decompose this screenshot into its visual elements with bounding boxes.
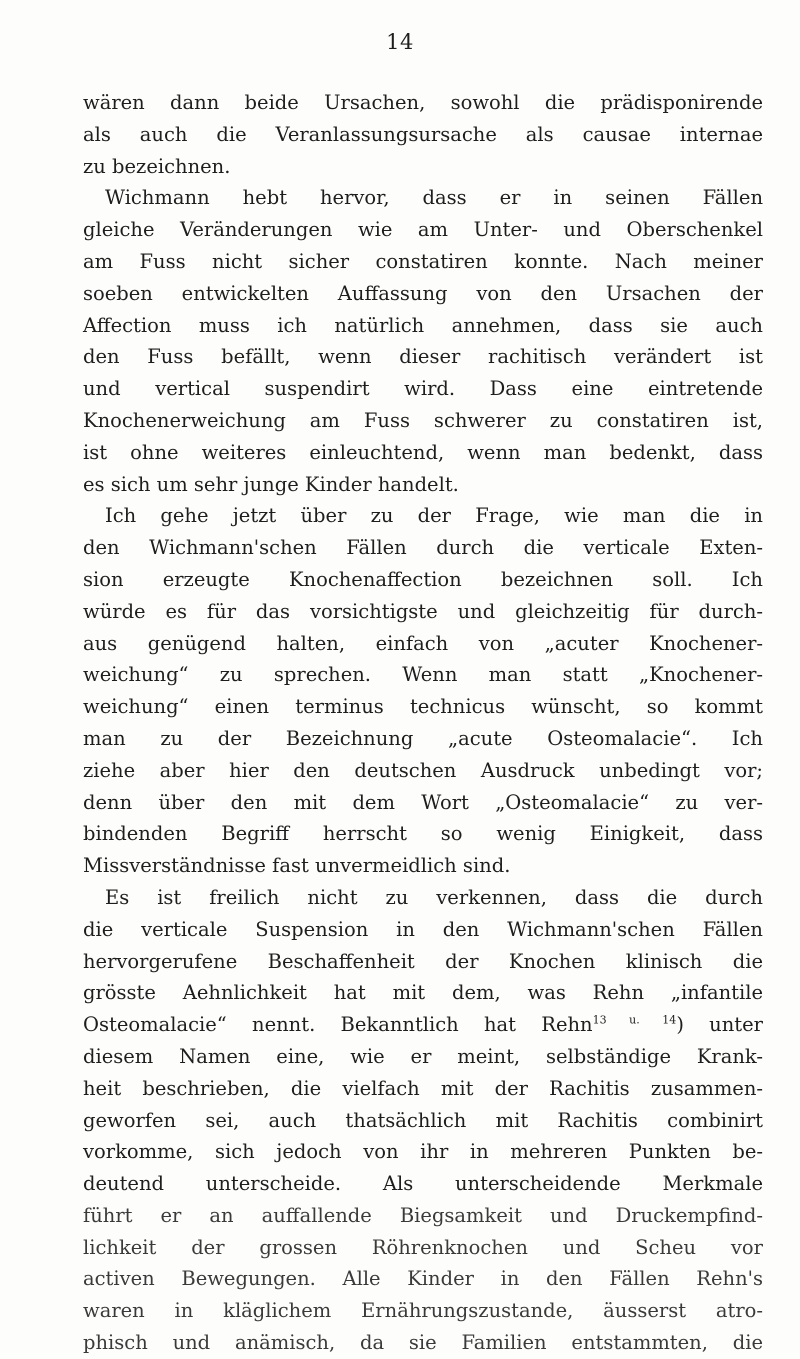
text-line: aus genügend halten, einfach von „acuter Knochener- <box>83 631 763 655</box>
text-line: deutend unterscheide. Als unterscheidende Merkmale <box>83 1172 763 1196</box>
text-line: wären dann beide Ursachen, sowohl die prädisponirende <box>83 91 763 114</box>
text-line: Affection muss ich natürlich annehmen, dass sie auch <box>83 313 763 337</box>
text-line: geworfen sei, auch thatsächlich mit Rachitis combinirt <box>83 1108 763 1132</box>
text-line: soeben entwickelten Auffassung von den Ursachen der <box>83 281 763 305</box>
text-line: als auch die Veranlassungsursache als causae internae <box>83 122 763 146</box>
text-line: denn über den mit dem Wort „Osteomalacie“ zu ver- <box>83 790 763 814</box>
body-text <box>83 87 763 1359</box>
text-line: lichkeit der grossen Röhrenknochen und Scheu vor <box>83 1235 763 1259</box>
text-line: und vertical suspendirt wird. Dass eine eintretende <box>83 377 763 401</box>
footnote-reference: 13 u. 14 <box>592 1013 677 1027</box>
text-line: grösste Aehnlichkeit hat mit dem, was Rehn „infantile <box>83 981 763 1005</box>
text-line: weichung“ einen terminus technicus wünscht, so kommt <box>83 695 763 719</box>
text-line: gleiche Veränderungen wie am Unter- und Oberschenkel <box>83 218 763 242</box>
text-line-with-footnote <box>83 1009 763 1041</box>
page-number: 14 <box>386 30 414 54</box>
text-line: würde es für das vorsichtigste und gleichzeitig für durch- <box>83 599 763 623</box>
text-line: Missverständnisse fast unvermeidlich sind. <box>83 854 511 878</box>
text-line: hervorgerufene Beschaffenheit der Knochen klinisch die <box>83 949 763 973</box>
text-line: den Fuss befällt, wenn dieser rachitisch verändert ist <box>83 345 763 369</box>
text-line: bindenden Begriff herrscht so wenig Einigkeit, dass <box>83 822 763 846</box>
text-line: es sich um sehr junge Kinder handelt. <box>83 472 459 496</box>
text-line: vorkomme, sich jedoch von ihr in mehreren Punkten be- <box>83 1140 763 1164</box>
text-line: waren in kläglichem Ernährungszustande, äusserst atro- <box>83 1299 763 1323</box>
text-line: ziehe aber hier den deutschen Ausdruck unbedingt vor; <box>83 758 763 782</box>
text-line: weichung“ zu sprechen. Wenn man statt „Knochener- <box>83 663 763 687</box>
text-line: man zu der Bezeichnung „acute Osteomalacie“. Ich <box>83 726 763 750</box>
line-text: ) unter <box>676 1013 763 1037</box>
paragraph-start-line: Wichmann hebt hervor, dass er in seinen Fällen <box>105 186 763 210</box>
text-line: ist ohne weiteres einleuchtend, wenn man bedenkt, dass <box>83 440 763 464</box>
text-line: die verticale Suspension in den Wichmann'schen Fällen <box>83 917 763 941</box>
text-line: zu bezeichnen. <box>83 154 231 178</box>
text-line: den Wichmann'schen Fällen durch die verticale Exten- <box>83 536 763 560</box>
line-text: Osteomalacie“ nennt. Bekanntlich hat Rehn <box>83 1013 593 1037</box>
text-line: am Fuss nicht sicher constatiren konnte. Nach meiner <box>83 249 763 273</box>
text-line: sion erzeugte Knochenaffection bezeichnen soll. Ich <box>83 567 763 591</box>
text-line: diesem Namen eine, wie er meint, selbständige Krank- <box>83 1044 763 1068</box>
text-line: Knochenerweichung am Fuss schwerer zu constatiren ist, <box>83 408 763 432</box>
text-line: activen Bewegungen. Alle Kinder in den Fällen Rehn's <box>83 1267 763 1291</box>
paragraph-start-line: Ich gehe jetzt über zu der Frage, wie man die in <box>105 504 763 528</box>
paragraph-start-line: Es ist freilich nicht zu verkennen, dass die durch <box>105 885 763 909</box>
text-line: phisch und anämisch, da sie Familien entstammten, die <box>83 1331 763 1355</box>
text-line: heit beschrieben, die vielfach mit der Rachitis zusammen- <box>83 1076 763 1100</box>
text-line: führt er an auffallende Biegsamkeit und Druckempfind- <box>83 1203 763 1227</box>
